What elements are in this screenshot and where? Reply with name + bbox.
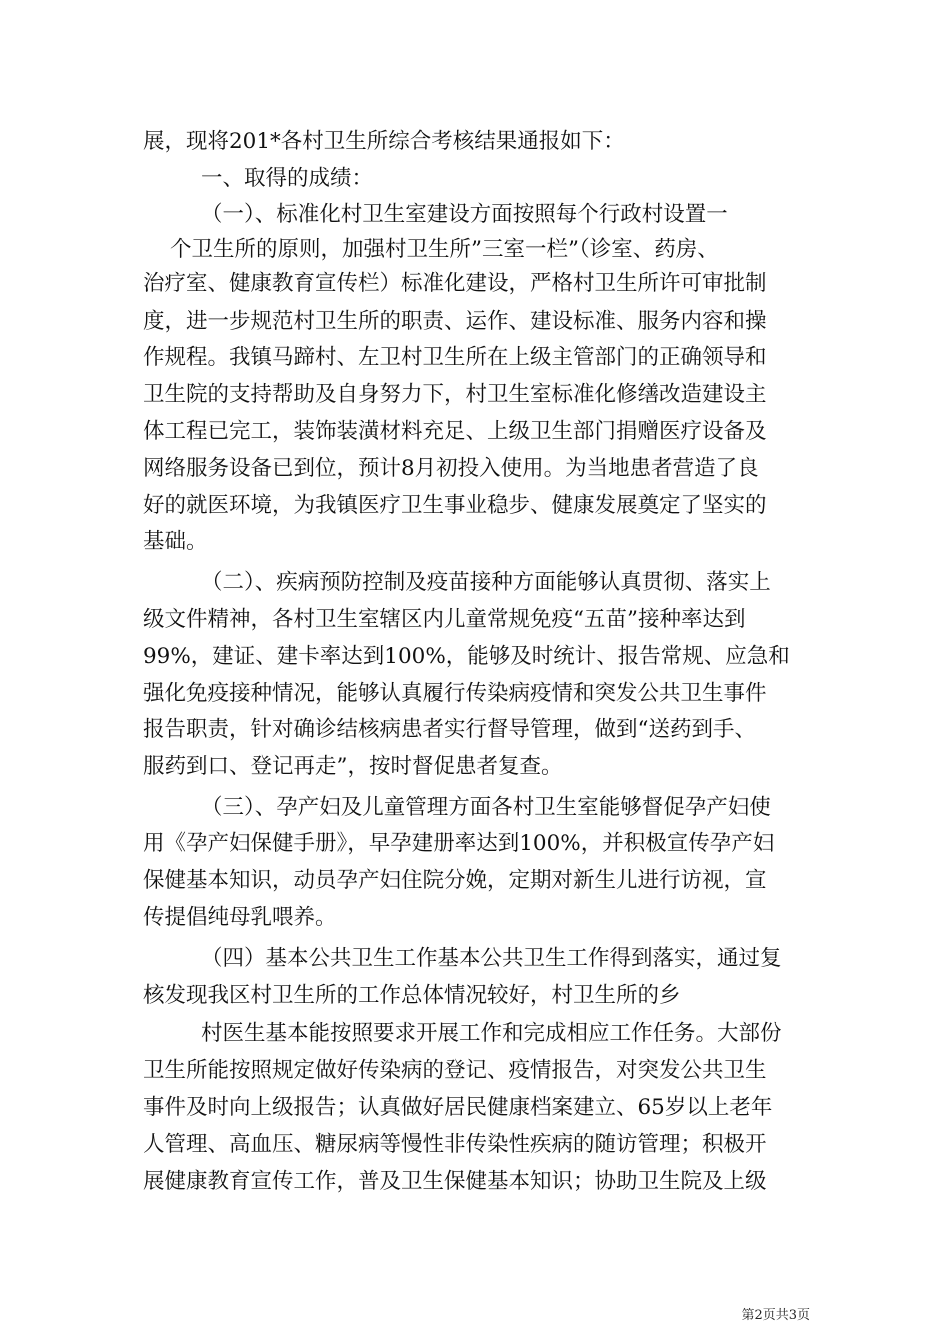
text-line: 展健康教育宣传工作，普及卫生保健基本知识；协助卫生院及上级 <box>143 1169 767 1194</box>
text-line: （四）基本公共卫生工作基本公共卫生工作得到落实，通过复 <box>201 946 782 971</box>
text-line: 体工程已完工，装饰装潢材料充足、上级卫生部门捐赠医疗设备及 <box>143 419 767 444</box>
text-line: （三）、孕产妇及儿童管理方面各村卫生室能够督促孕产妇使 <box>201 795 771 820</box>
section-heading: 一、取得的成绩： <box>201 166 374 191</box>
text-line: 99%，建证、建卡率达到100%，能够及时统计、报告常规、应急和 <box>143 644 790 669</box>
text-line: 级文件精神，各村卫生室辖区内儿童常规免疫“五苗”接种率达到 <box>143 607 746 632</box>
text-line: 作规程。我镇马蹄村、左卫村卫生所在上级主管部门的正确领导和 <box>143 345 767 370</box>
text-line: 服药到口、登记再走”，按时督促患者复查。 <box>143 754 563 779</box>
text-line: 治疗室、健康教育宣传栏）标准化建设，严格村卫生所许可审批制 <box>143 271 767 296</box>
page-number: 第2页共3页 <box>741 1308 810 1323</box>
text-line: 卫生院的支持帮助及自身努力下，村卫生室标准化修缮改造建设主 <box>143 382 767 407</box>
text-line: （一）、标准化村卫生室建设方面按照每个行政村设置一 <box>201 202 728 227</box>
text-line: 展，现将201*各村卫生所综合考核结果通报如下： <box>143 129 625 154</box>
text-line: 卫生所能按照规定做好传染病的登记、疫情报告，对突发公共卫生 <box>143 1058 767 1083</box>
text-line: 基础。 <box>143 529 208 554</box>
text-line: 保健基本知识，动员孕产妇住院分娩，定期对新生儿进行访视，宣 <box>143 868 767 893</box>
text-line: 个卫生所的原则，加强村卫生所”三室一栏”（诊室、药房、 <box>170 237 719 262</box>
text-line: 传提倡纯母乳喂养。 <box>143 905 337 930</box>
text-line: 报告职责，针对确诊结核病患者实行督导管理，做到“送药到手、 <box>143 717 756 742</box>
text-line: 度，进一步规范村卫生所的职责、运作、建设标准、服务内容和操 <box>143 309 767 334</box>
text-line: 人管理、高血压、糖尿病等慢性非传染性疾病的随访管理；积极开 <box>143 1132 767 1157</box>
text-line: 好的就医环境，为我镇医疗卫生事业稳步、健康发展奠定了坚实的 <box>143 493 767 518</box>
text-line: 事件及时向上级报告；认真做好居民健康档案建立、65岁以上老年 <box>143 1095 773 1120</box>
text-line: 用《孕产妇保健手册》，早孕建册率达到100%，并积极宣传孕产妇 <box>143 831 775 856</box>
text-line: （二）、疾病预防控制及疫苗接种方面能够认真贯彻、落实上 <box>201 570 771 595</box>
text-line: 强化免疫接种情况，能够认真履行传染病疫情和突发公共卫生事件 <box>143 681 767 706</box>
text-line: 村医生基本能按照要求开展工作和完成相应工作任务。大部份 <box>201 1021 782 1046</box>
text-line: 网络服务设备已到位，预计8月初投入使用。为当地患者营造了良 <box>143 456 759 481</box>
text-line: 核发现我区村卫生所的工作总体情况较好，村卫生所的乡 <box>143 983 681 1008</box>
